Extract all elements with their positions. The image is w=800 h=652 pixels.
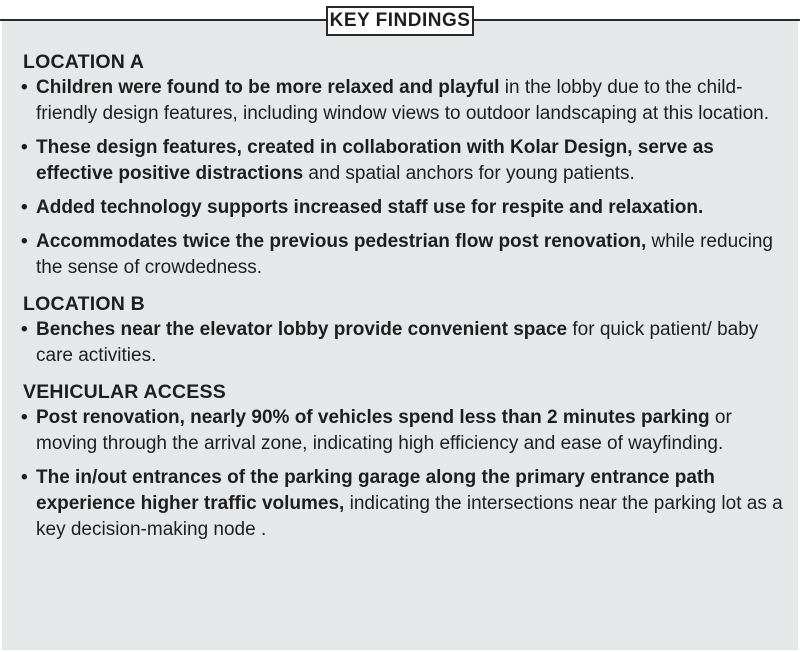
finding-text: while reducing the sense of crowdedness. xyxy=(36,231,773,278)
findings-list xyxy=(21,317,791,369)
list-item xyxy=(21,195,791,221)
bullet-icon: • xyxy=(21,231,28,252)
bullet-icon: • xyxy=(21,197,28,218)
finding-bold: Post renovation, nearly 90% of vehicles spend less than 2 minutes parking xyxy=(36,407,710,428)
finding-bold: Added technology supports increased staff use for respite and relaxation. xyxy=(36,197,704,218)
finding-bold: Accommodates twice the previous pedestrian flow post renovation, xyxy=(36,231,647,252)
list-item xyxy=(21,229,791,281)
section-heading: VEHICULAR ACCESS xyxy=(23,381,226,403)
section-location-a xyxy=(21,49,791,281)
section-heading: LOCATION A xyxy=(23,51,145,73)
list-item xyxy=(21,405,791,457)
finding-bold: Children were found to be more relaxed and playful xyxy=(36,77,500,98)
list-item xyxy=(21,465,791,543)
bullet-icon: • xyxy=(21,77,28,98)
bullet-icon: • xyxy=(21,137,28,158)
section-vehicular-access xyxy=(21,379,791,543)
section-location-b xyxy=(21,291,791,369)
findings-list xyxy=(21,75,791,281)
findings-content xyxy=(21,49,791,551)
finding-text: or moving through the arrival zone, indicating high efficiency and ease of wayfinding. xyxy=(36,407,732,454)
finding-text: indicating the intersections near the parking lot as a key decision-making node . xyxy=(36,493,783,540)
list-item xyxy=(21,135,791,187)
finding-text: in the lobby due to the child-friendly design features, including window views to outdoor landscaping at this location. xyxy=(36,77,769,124)
finding-text: and spatial anchors for young patients. xyxy=(303,163,635,184)
section-heading: LOCATION B xyxy=(23,293,145,315)
page-title: KEY FINDINGS xyxy=(326,6,474,36)
bullet-icon: • xyxy=(21,407,28,428)
bullet-icon: • xyxy=(21,467,28,488)
finding-bold: These design features, created in collaboration with Kolar Design, serve as effective positive distractions xyxy=(36,137,714,184)
list-item xyxy=(21,75,791,127)
findings-list xyxy=(21,405,791,543)
bullet-icon: • xyxy=(21,319,28,340)
finding-bold: Benches near the elevator lobby provide convenient space xyxy=(36,319,568,340)
finding-bold: The in/out entrances of the parking garage along the primary entrance path experience higher traffic volumes, xyxy=(36,467,715,514)
list-item xyxy=(21,317,791,369)
finding-text: for quick patient/ baby care activities. xyxy=(36,319,759,366)
